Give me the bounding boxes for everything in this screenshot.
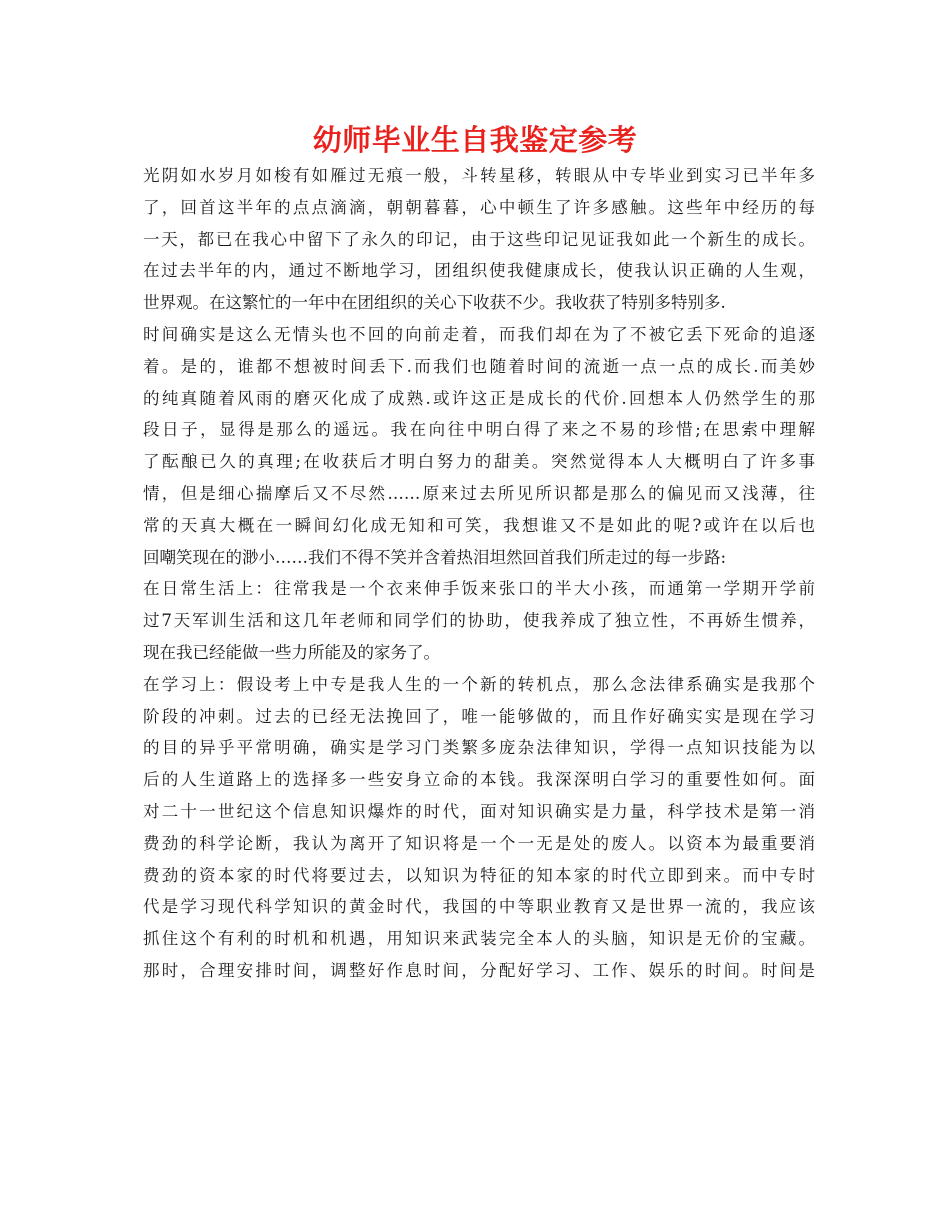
body-line: 段日子，显得是那么的遥远。我在向往中明白得了来之不易的珍惜;在思索中理解 <box>143 420 815 440</box>
body-line: 那时，合理安排时间，调整好作息时间，分配好学习、工作、娱乐的时间。时间是 <box>143 960 815 980</box>
body-line: 对二十一世纪这个信息知识爆炸的时代，面对知识确实是力量，科学技术是第一消 <box>143 801 815 821</box>
document-title: 幼师毕业生自我鉴定参考 <box>312 123 638 157</box>
body-line: 着。是的，谁都不想被时间丢下.而我们也随着时间的流逝一点一点的成长.而美妙 <box>143 356 815 376</box>
body-line: 了，回首这半年的点点滴滴，朝朝暮暮，心中顿生了许多感触。这些年中经历的每 <box>143 197 815 217</box>
body-line: 世界观。在这繁忙的一年中在团组织的关心下收获不少。我收获了特别多特别多. <box>143 293 726 313</box>
body-line: 常的天真大概在一瞬间幻化成无知和可笑，我想谁又不是如此的呢?或许在以后也 <box>143 515 815 535</box>
body-line: 在过去半年的内，通过不断地学习，团组织使我健康成长，使我认识正确的人生观， <box>143 261 815 281</box>
body-line: 时间确实是这么无情头也不回的向前走着，而我们却在为了不被它丢下死命的追逐 <box>143 324 815 344</box>
body-line: 在日常生活上：往常我是一个衣来伸手饭来张口的半大小孩，而通第一学期开学前 <box>143 579 815 599</box>
body-line: 阶段的冲刺。过去的已经无法挽回了，唯一能够做的，而且作好确实实是现在学习 <box>143 706 815 726</box>
body-line: 代是学习现代科学知识的黄金时代，我国的中等职业教育又是世界一流的，我应该 <box>143 897 815 917</box>
body-line: 的目的异乎平常明确，确实是学习门类繁多庞杂法律知识，学得一点知识技能为以 <box>143 738 815 758</box>
body-line: 过7天军训生活和这几年老师和同学们的协助，使我养成了独立性，不再娇生惯养， <box>143 611 815 631</box>
body-line: 后的人生道路上的选择多一些安身立命的本钱。我深深明白学习的重要性如何。面 <box>143 770 815 790</box>
document-body <box>143 160 815 987</box>
body-line: 光阴如水岁月如梭有如雁过无痕一般，斗转星移，转眼从中专毕业到实习已半年多 <box>143 166 815 185</box>
body-line: 回嘲笑现在的渺小……我们不得不笑并含着热泪坦然回首我们所走过的每一步路: <box>143 547 727 567</box>
body-line: 的纯真随着风雨的磨灭化成了成熟.或许这正是成长的代价.回想本人仍然学生的那 <box>143 388 815 408</box>
body-line: 一天，都已在我心中留下了永久的印记，由于这些印记见证我如此一个新生的成长。 <box>143 229 815 249</box>
body-line: 情，但是细心揣摩后又不尽然……原来过去所见所识都是那么的偏见而又浅薄，往 <box>143 483 815 503</box>
body-line: 在学习上：假设考上中专是我人生的一个新的转机点，那么念法律系确实是我那个 <box>143 674 815 694</box>
body-line: 抓住这个有利的时机和机遇，用知识来武装完全本人的头脑，知识是无价的宝藏。 <box>143 929 815 949</box>
body-line: 了酝酿已久的真理;在收获后才明白努力的甜美。突然觉得本人大概明白了许多事 <box>143 452 815 472</box>
body-line: 现在我已经能做一些力所能及的家务了。 <box>143 642 440 662</box>
body-line: 费劲的科学论断，我认为离开了知识将是一个一无是处的废人。以资本为最重要消 <box>143 833 815 853</box>
body-line: 费劲的资本家的时代将要过去，以知识为特征的知本家的时代立即到来。而中专时 <box>143 865 815 885</box>
